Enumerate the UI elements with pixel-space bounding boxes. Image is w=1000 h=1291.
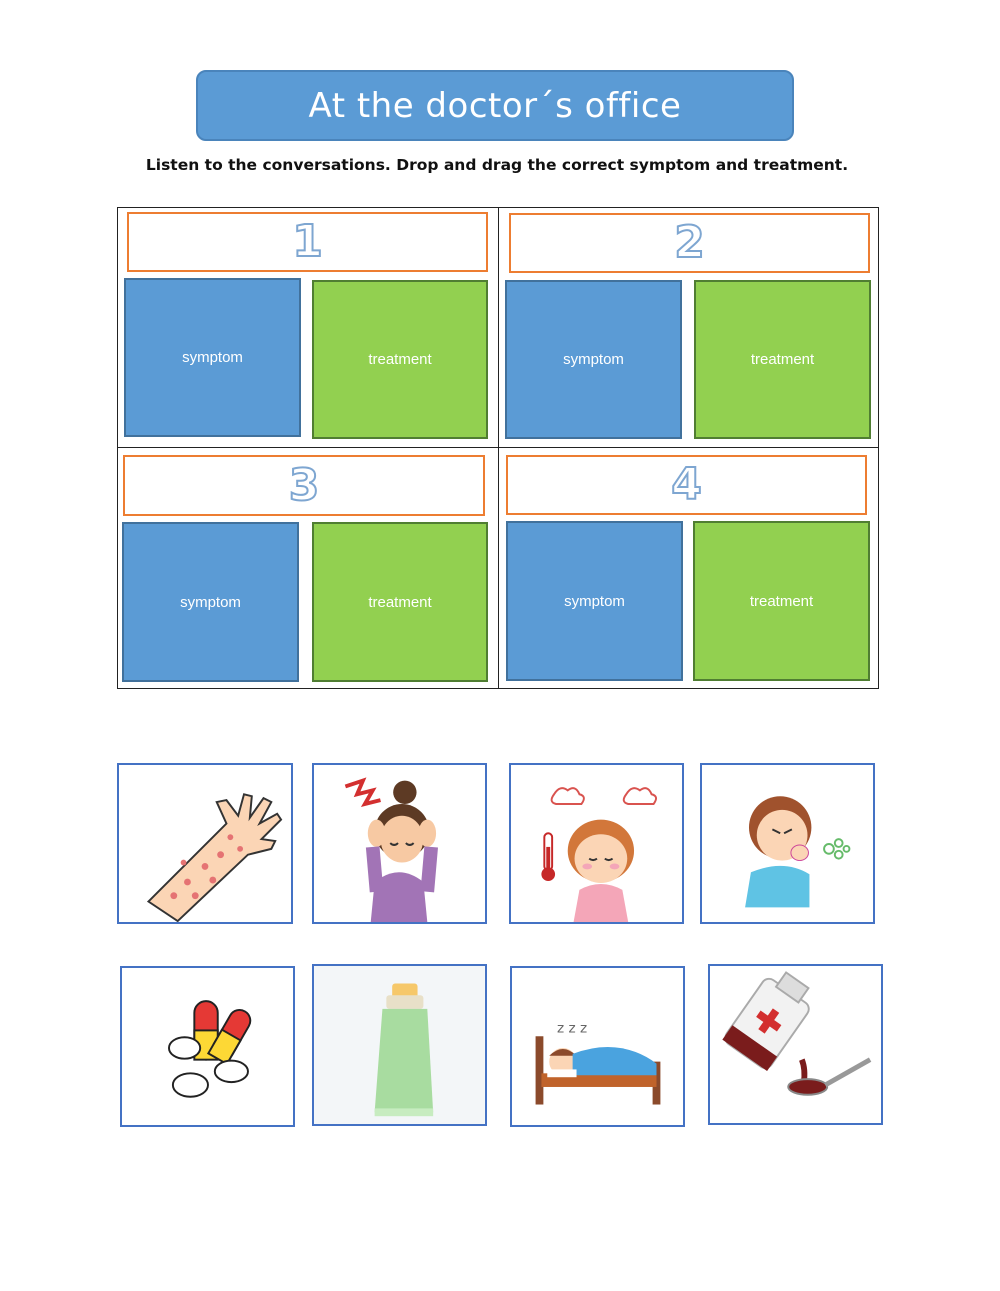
rash-arm-card[interactable] bbox=[117, 763, 293, 924]
ointment-card[interactable] bbox=[312, 964, 487, 1126]
ointment-tube-icon bbox=[314, 966, 485, 1124]
headache-card[interactable] bbox=[312, 763, 487, 924]
slot-3-number: 3 bbox=[288, 459, 320, 511]
grid-divider-horizontal bbox=[117, 447, 879, 448]
slot-1-symptom-dropzone[interactable]: symptom bbox=[124, 278, 301, 437]
svg-text:z z z: z z z bbox=[557, 1020, 588, 1037]
rash-arm-icon bbox=[119, 765, 291, 922]
slot-4-number: 4 bbox=[671, 459, 702, 510]
slot-3-symptom-dropzone[interactable]: symptom bbox=[122, 522, 299, 682]
slot-2-number-box bbox=[509, 213, 870, 273]
bed-rest-card[interactable] bbox=[510, 966, 685, 1127]
slot-4-symptom-dropzone[interactable]: symptom bbox=[506, 521, 683, 681]
grid-divider-vertical bbox=[498, 207, 499, 689]
pills-card[interactable] bbox=[120, 966, 295, 1127]
cough-syrup-card[interactable] bbox=[708, 964, 883, 1125]
slot-2-treatment-dropzone[interactable]: treatment bbox=[694, 280, 871, 439]
pills-icon bbox=[122, 968, 293, 1125]
slot-3-treatment-dropzone[interactable]: treatment bbox=[312, 522, 488, 682]
slot-2-symptom-dropzone[interactable]: symptom bbox=[505, 280, 682, 439]
slot-2-number: 2 bbox=[674, 217, 705, 268]
page-title: At the doctor´s office bbox=[196, 70, 794, 141]
slot-1-treatment-dropzone[interactable]: treatment bbox=[312, 280, 488, 439]
headache-icon bbox=[314, 765, 485, 922]
cough-card[interactable] bbox=[700, 763, 875, 924]
slot-4-treatment-dropzone[interactable]: treatment bbox=[693, 521, 870, 681]
slot-3-number-box bbox=[123, 455, 485, 516]
cough-syrup-icon bbox=[710, 966, 881, 1123]
fever-card[interactable] bbox=[509, 763, 684, 924]
slot-1-number-box bbox=[127, 212, 488, 272]
instructions-text: Listen to the conversations. Drop and drag the correct symptom and treatment. bbox=[145, 156, 849, 174]
cough-icon bbox=[702, 765, 873, 922]
bed-rest-icon bbox=[512, 968, 683, 1125]
slot-1-number: 1 bbox=[292, 216, 323, 267]
fever-icon bbox=[511, 765, 682, 922]
slot-4-number-box bbox=[506, 455, 867, 515]
